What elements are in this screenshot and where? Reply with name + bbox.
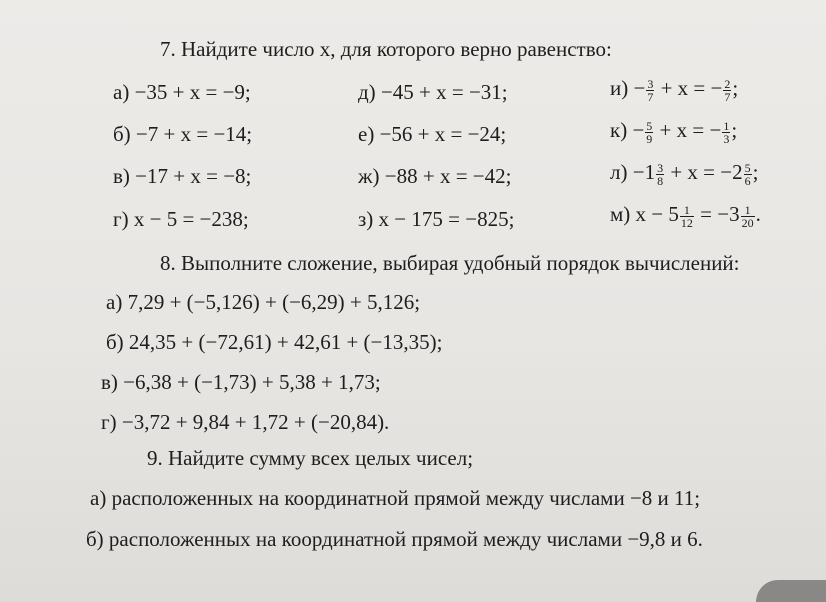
equation-end: ; (731, 118, 738, 142)
task7-item-d: д) −45 + x = −31; (358, 80, 508, 104)
fraction-numerator: 1 (680, 204, 694, 217)
fraction (646, 78, 654, 103)
fraction-denominator: 3 (723, 131, 730, 146)
task7-item-g: г) x − 5 = −238; (113, 207, 249, 231)
equation-middle: + x = −2 (670, 160, 743, 184)
fraction-numerator: 3 (657, 160, 664, 175)
fraction-denominator: 7 (724, 89, 731, 104)
fraction-denominator: 8 (657, 173, 664, 188)
task7-item-k (610, 118, 737, 145)
task7-item-l (610, 160, 758, 187)
task7-item-i (610, 76, 738, 103)
fraction (744, 162, 752, 187)
task9-item-a: а) расположенных на координатной прямой между числами −8 и 11; (90, 486, 701, 510)
equation-end: ; (752, 160, 759, 184)
fraction-denominator: 6 (744, 173, 751, 188)
fraction-numerator: 5 (744, 160, 751, 175)
task8-item-a: а) 7,29 + (−5,126) + (−6,29) + 5,126; (106, 290, 421, 314)
fraction (723, 78, 731, 103)
fraction-numerator: 2 (724, 76, 731, 91)
fraction (656, 162, 664, 187)
task7-item-zh: ж) −88 + x = −42; (358, 164, 512, 188)
fraction-denominator: 12 (680, 215, 693, 230)
equation-middle: + x = − (659, 118, 722, 142)
fraction-numerator: 5 (646, 118, 653, 133)
task7-item-m (610, 202, 761, 229)
equation-end: ; (732, 76, 739, 100)
equation-prefix: и) − (610, 76, 646, 100)
fraction-numerator: 3 (647, 76, 654, 91)
equation-prefix: к) − (610, 118, 645, 142)
equation-middle: + x = − (660, 76, 723, 100)
task7-item-b: б) −7 + x = −14; (113, 122, 253, 146)
fraction-numerator: 1 (741, 204, 755, 217)
equation-prefix: л) −1 (610, 160, 656, 184)
fraction-denominator: 7 (647, 89, 654, 104)
fraction-denominator: 9 (646, 131, 653, 146)
task7-item-v: в) −17 + x = −8; (113, 164, 252, 188)
task7-heading: 7. Найдите число x, для которого верно равенство: (160, 37, 612, 61)
fraction (680, 204, 694, 229)
task7-item-a: а) −35 + x = −9; (113, 80, 251, 104)
equation-middle: = −3 (700, 202, 740, 226)
task9-heading: 9. Найдите сумму всех целых чисел; (147, 446, 474, 470)
task9-item-b: б) расположенных на координатной прямой между числами −9,8 и 6. (86, 527, 703, 551)
task8-item-b: б) 24,35 + (−72,61) + 42,61 + (−13,35); (106, 330, 443, 354)
equation-end: . (755, 202, 761, 226)
task7-item-e: е) −56 + x = −24; (358, 122, 507, 146)
page-corner-shadow (756, 580, 826, 602)
task8-heading: 8. Выполните сложение, выбирая удобный порядок вычислений: (160, 251, 740, 275)
equation-prefix: м) x − 5 (610, 202, 679, 226)
fraction (645, 120, 653, 145)
task8-item-v: в) −6,38 + (−1,73) + 5,38 + 1,73; (101, 370, 381, 394)
fraction (741, 204, 755, 229)
fraction-denominator: 20 (741, 215, 754, 230)
fraction (722, 120, 730, 145)
fraction-numerator: 1 (723, 118, 730, 133)
task7-item-z: з) x − 175 = −825; (358, 207, 515, 231)
task8-item-g: г) −3,72 + 9,84 + 1,72 + (−20,84). (101, 410, 390, 434)
